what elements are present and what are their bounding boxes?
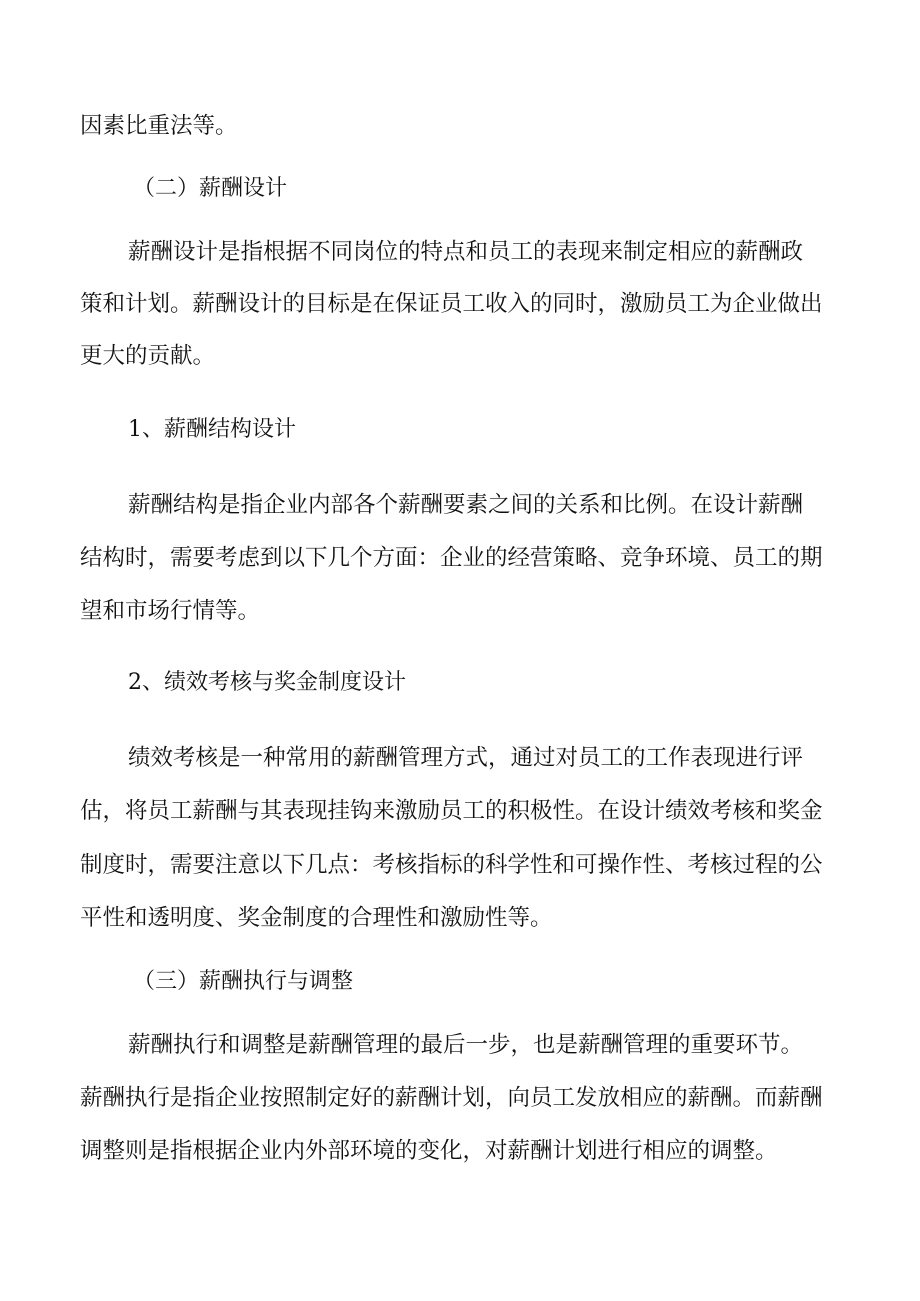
section-heading-3: （三）薪酬执行与调整 [133,969,354,994]
paragraph-line: 估，将员工薪酬与其表现挂钩来激励员工的积极性。在设计绩效考核和奖金 [80,798,823,824]
continuation-line: 因素比重法等。 [80,113,238,139]
paragraph-line: 薪酬结构是指企业内部各个薪酬要素之间的关系和比例。在设计薪酬 [128,492,804,518]
paragraph-line: 策和计划。薪酬设计的目标是在保证员工收入的同时，激励员工为企业做出 [80,291,823,317]
paragraph-line: 薪酬设计是指根据不同岗位的特点和员工的表现来制定相应的薪酬政 [128,239,804,265]
paragraph-line: 绩效考核是一种常用的薪酬管理方式，通过对员工的工作表现进行评 [128,745,804,771]
paragraph-line: 更大的贡献。 [80,343,216,369]
section-heading-2: （二）薪酬设计 [133,176,288,201]
subsection-heading-2: 2、绩效考核与奖金制度设计 [128,670,406,695]
paragraph-line: 调整则是指根据企业内外部环境的变化，对薪酬计划进行相应的调整。 [80,1138,778,1164]
paragraph-line: 薪酬执行是指企业按照制定好的薪酬计划，向员工发放相应的薪酬。而薪酬 [80,1085,823,1111]
paragraph-line: 薪酬执行和调整是薪酬管理的最后一步，也是薪酬管理的重要环节。 [128,1032,804,1058]
paragraph-line: 结构时，需要考虑到以下几个方面：企业的经营策略、竞争环境、员工的期 [80,545,823,571]
paragraph-line: 望和市场行情等。 [80,598,261,624]
paragraph-line: 平性和透明度、奖金制度的合理性和激励性等。 [80,905,553,931]
paragraph-line: 制度时，需要注意以下几点：考核指标的科学性和可操作性、考核过程的公 [80,852,823,878]
subsection-heading-1: 1、薪酬结构设计 [128,417,296,442]
